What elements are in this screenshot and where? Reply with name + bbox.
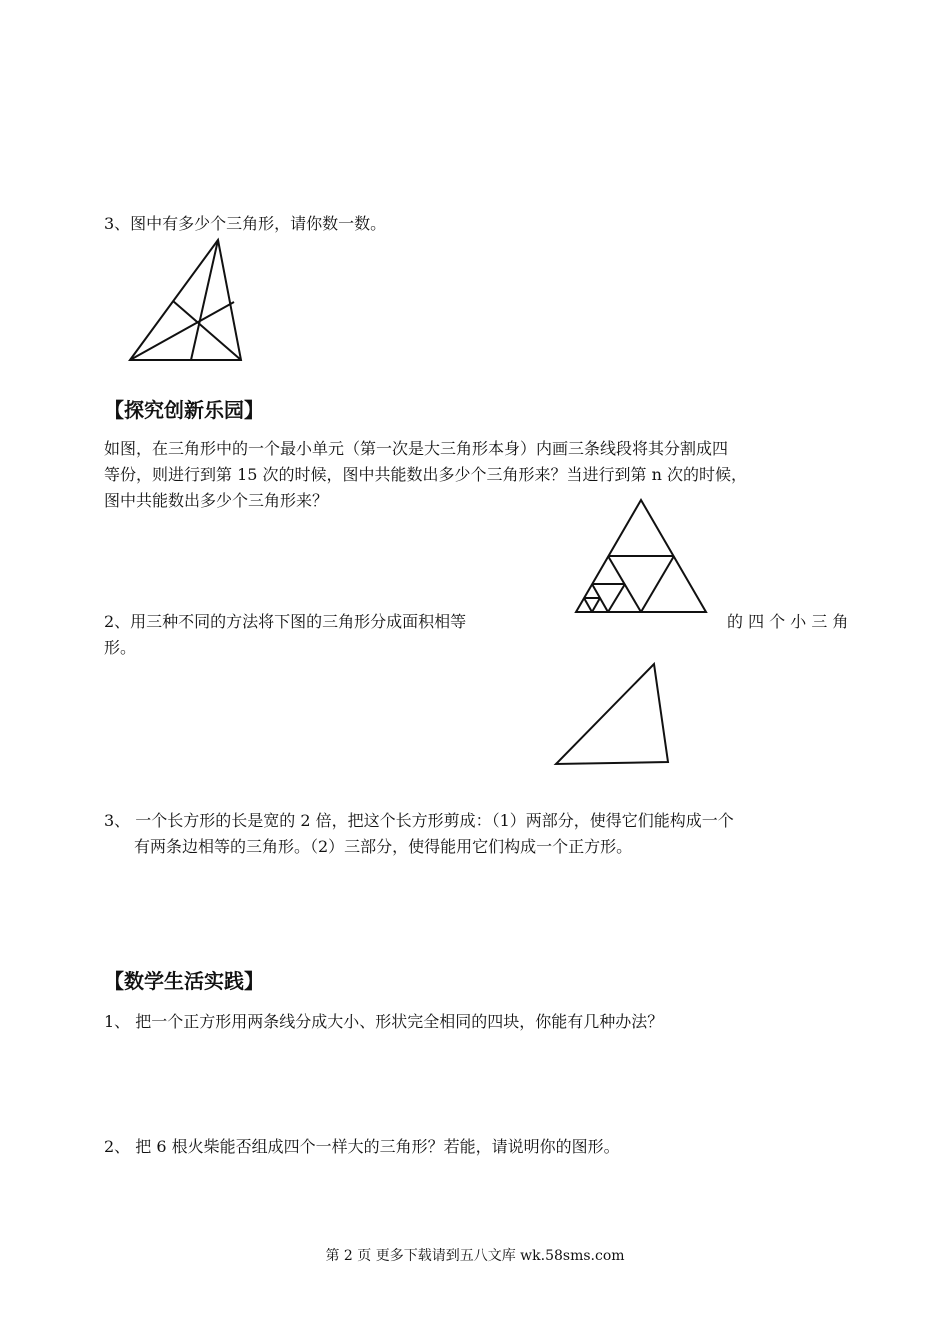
explore-q3-line1: 3、 一个长方形的长是宽的 2 倍，把这个长方形剪成：（1）两部分，使得它们能构成一个 — [104, 811, 734, 830]
explore-q1-line2: 等份，则进行到第 15 次的时候，图中共能数出多少个三角形来？当进行到第 n 次的时候， — [104, 465, 748, 484]
midline-right — [641, 556, 674, 612]
explore-q2-left: 2、用三种不同的方法将下图的三角形分成面积相等 — [104, 612, 467, 631]
subdivided-triangle-figure — [570, 494, 715, 619]
level3-left — [584, 598, 592, 612]
scalene-triangle — [556, 664, 668, 764]
practice-q2: 2、 把 6 根火柴能否组成四个一样大的三角形？若能，请说明你的图形。 — [104, 1137, 620, 1156]
explore-q1-line3: 图中共能数出多少个三角形来？ — [104, 491, 329, 510]
explore-q3-line2: 有两条边相等的三角形。（2）三部分，使得能用它们构成一个正方形。 — [134, 837, 633, 856]
cevian-left — [130, 302, 234, 360]
explore-q2-line2: 形。 — [104, 638, 137, 657]
page-footer: 第 2 页 更多下载请到五八文库 wk.58sms.com — [325, 1248, 625, 1264]
question-3-text: 3、图中有多少个三角形，请你数一数。 — [104, 214, 387, 233]
practice-q1: 1、 把一个正方形用两条线分成大小、形状完全相同的四块，你能有几种办法？ — [104, 1012, 664, 1031]
section-heading-practice: 【数学生活实践】 — [104, 969, 264, 993]
scalene-triangle-figure — [550, 660, 675, 770]
triangle-count-figure — [110, 232, 260, 372]
outer-triangle — [130, 240, 241, 360]
section-heading-explore: 【探究创新乐园】 — [104, 398, 264, 422]
level3-right — [592, 598, 600, 612]
explore-q2-right: 的 四 个 小 三 角 — [727, 612, 849, 631]
level2-right — [608, 584, 625, 612]
explore-q1-line1: 如图，在三角形中的一个最小单元（第一次是大三角形本身）内画三条线段将其分割成四 — [104, 439, 729, 458]
